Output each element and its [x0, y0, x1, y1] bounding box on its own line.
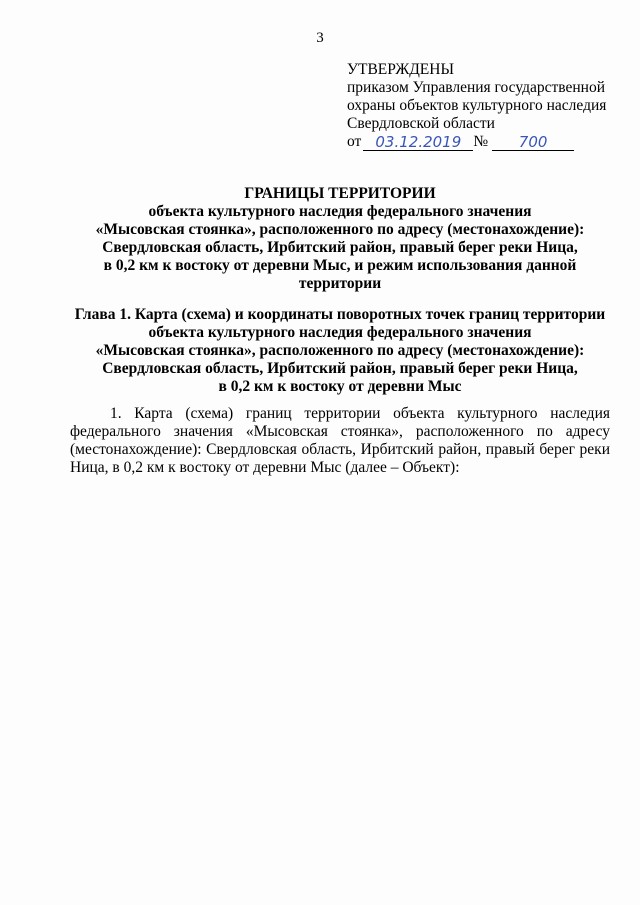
chapter-line: Свердловская область, Ирбитский район, правый берег реки Ница,	[102, 360, 578, 377]
approval-heading: УТВЕРЖДЕНЫ	[347, 61, 454, 78]
title-line: «Мысовская стоянка», расположенного по адресу (местонахождение):	[95, 221, 585, 238]
body-paragraph: 1. Карта (схема) границ территории объекта культурного наследия федерального значения «Мысовская стоянка», расположенного по адресу (местонахождение): Свердловская область, Ирбитский район, правый берег реки Ница, в 0,2 км к востоку от деревни Мыс (далее – Объект):	[70, 405, 610, 476]
approval-block	[347, 61, 632, 151]
chapter-heading	[70, 306, 610, 396]
chapter-line: «Мысовская стоянка», расположенного по адресу (местонахождение):	[95, 342, 585, 359]
title-line: Свердловская область, Ирбитский район, правый берег реки Ница,	[102, 239, 578, 256]
chapter-line: Глава 1. Карта (схема) и координаты поворотных точек границ территории	[74, 306, 606, 323]
page-number: 3	[316, 30, 324, 46]
title-line: территории	[298, 275, 382, 292]
approval-date-number-row	[347, 133, 632, 151]
number-label: №	[473, 133, 489, 150]
chapter-line: объекта культурного наследия федерального значения	[148, 324, 532, 341]
title-heading: ГРАНИЦЫ ТЕРРИТОРИИ	[244, 185, 436, 202]
approval-line-1: приказом Управления государственной	[347, 79, 606, 96]
handwritten-date: 03.12.2019	[363, 134, 473, 151]
document-title	[70, 185, 610, 293]
title-line: в 0,2 км к востоку от деревни Мыс, и режим использования данной	[103, 257, 577, 274]
title-line: объекта культурного наследия федерального значения	[148, 203, 532, 220]
approval-line-2: охраны объектов культурного наследия	[347, 97, 607, 114]
chapter-line: в 0,2 км к востоку от деревни Мыс	[218, 378, 462, 395]
approval-line-3: Свердловской области	[347, 115, 495, 132]
handwritten-order-number: 700	[492, 134, 574, 151]
from-label: от	[347, 133, 362, 150]
